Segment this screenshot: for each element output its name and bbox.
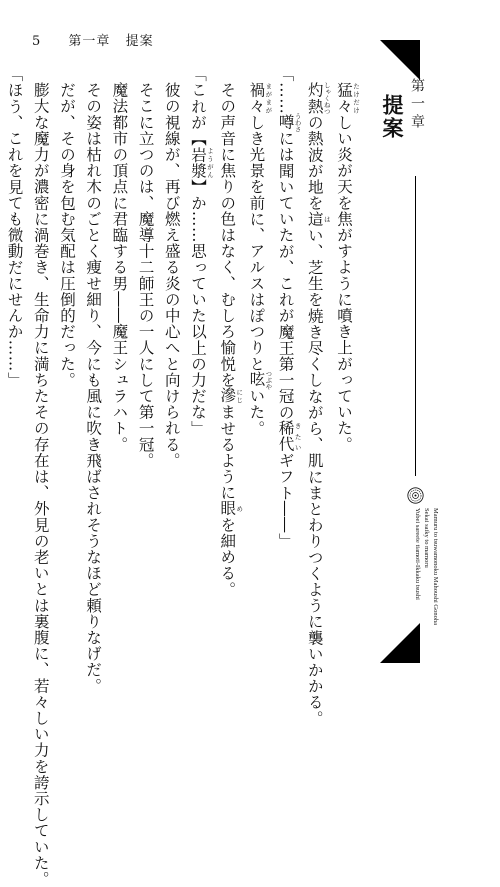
romaji-line: Sekai saiky to mamoru (423, 508, 430, 568)
paragraph: 彼の視線が、再び燃え盛る炎の中心へと向けられる。 (162, 81, 181, 468)
vertical-rule (415, 176, 416, 476)
paragraph: 「これが【岩漿 ようがん】か……思っていた以上の力だな」 (188, 66, 214, 437)
chapter-label: 第一章 (409, 78, 425, 132)
paragraph: 「……噂 うわさには聞いていたが、これが魔王第一冠の稀代 きたいギフト――」 (276, 66, 302, 550)
romaji-line: Yubei sareete tiamoti-Ikkaku tsushi (414, 508, 421, 600)
corner-triangle-bottom (380, 623, 420, 663)
flower-emblem-icon (407, 487, 424, 504)
chapter-title: 提案 (380, 94, 405, 140)
paragraph: 灼熱 しゃくねつの熱波が地を這 はい、芝生を焼き尽くしながら、肌にまとわりつくように襲いかかる。 (305, 81, 331, 726)
paragraph: そこに立つのは、魔導十二師王の一人にして第一冠。 (136, 81, 155, 468)
paragraph: その声音に焦りの色はなく、むしろ愉悦を滲 にじませるように眼 めを細める。 (218, 81, 244, 597)
header-title: 提案 (125, 34, 154, 49)
page-number: 5 (32, 34, 42, 49)
paragraph: だが、その身を包む気配は圧倒的だった。 (57, 81, 76, 388)
romaji-line: Mamuru to tsuwamonoku Mahoushi Gonoha (432, 508, 439, 625)
header-chapter: 第一章 (68, 34, 111, 49)
paragraph: 禍々 まがまがしき光景を前に、アルスはぽつりと呟 つぶやいた。 (247, 81, 273, 436)
corner-triangle-top (380, 40, 420, 80)
paragraph: 猛々 たけだけしい炎が天を焦がすように噴き上がっていた。 (335, 81, 360, 452)
chapter-sidebar (380, 0, 500, 705)
paragraph: 膨大な魔力が濃密に渦巻き、生命力に満ちたその存在は、外見の老いとは裏腹に、若々しい力を誇示していた。 (31, 81, 50, 887)
paragraph: その姿は枯れ木のごとく痩せ細り、今にも風に吹き飛ばされそうなほど頼りなげだ。 (84, 81, 103, 694)
running-header (32, 30, 154, 49)
paragraph: 魔法都市の頂点に君臨する男――魔王シュラハト。 (110, 81, 129, 452)
body-text (1, 66, 360, 887)
chapter-heading (377, 78, 427, 140)
paragraph: 「ほう、これを見ても微動だにせんか……」 (5, 66, 24, 388)
